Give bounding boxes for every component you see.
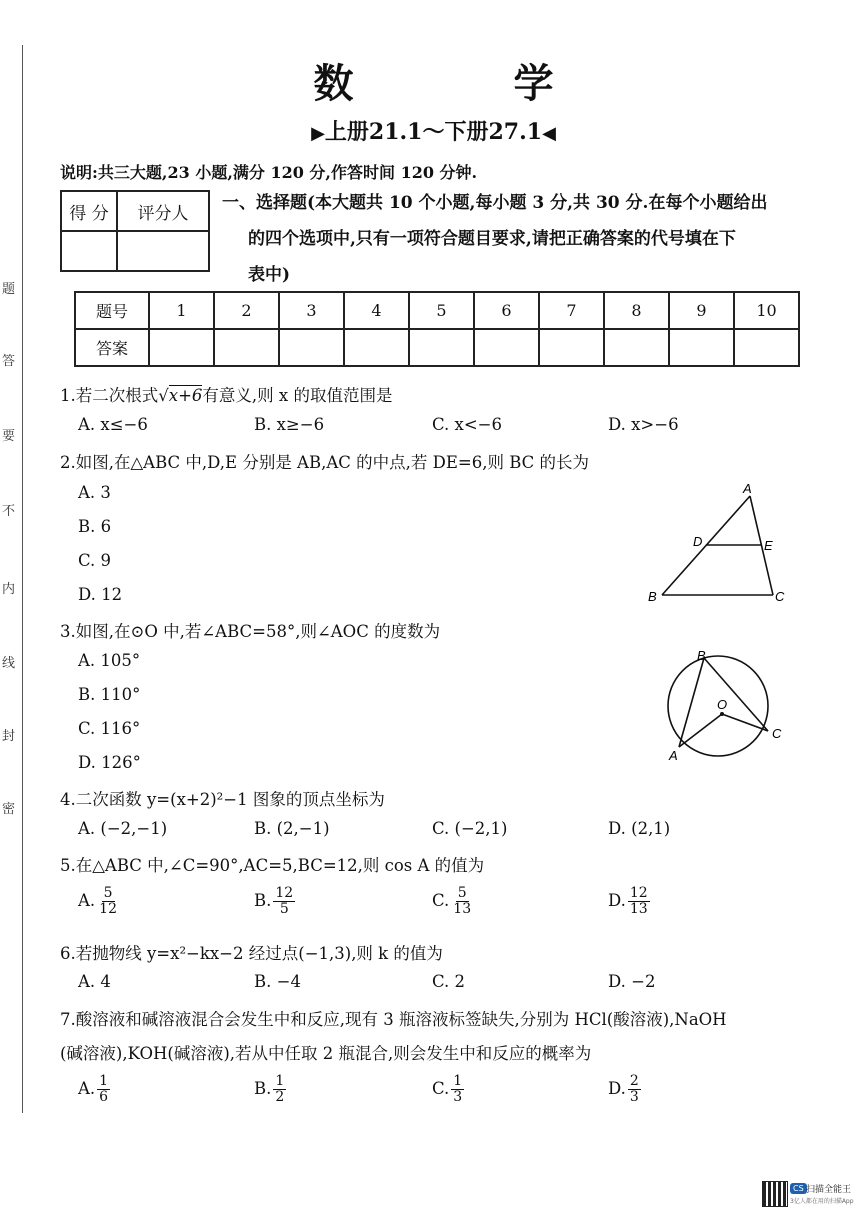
binding-char: 密 xyxy=(2,802,16,817)
question-number: 9 xyxy=(669,292,734,329)
left-triangle-icon: ◀ xyxy=(542,123,556,144)
label-a: A xyxy=(669,748,678,763)
answer-table xyxy=(74,291,800,367)
numerator: 2 xyxy=(629,1073,639,1089)
binding-char: 答 xyxy=(2,354,16,369)
option-a[interactable]: A. 105° xyxy=(78,651,141,670)
answer-cell[interactable] xyxy=(474,329,539,366)
option-a[interactable] xyxy=(78,886,119,917)
circle-figure xyxy=(660,644,790,766)
question-6-stem: 6.若抛物线 y=x²−kx−2 经过点(−1,3),则 k 的值为 xyxy=(60,944,443,963)
option-b[interactable]: B. x≥−6 xyxy=(254,415,325,434)
question-1-stem xyxy=(60,382,392,406)
answer-cell[interactable] xyxy=(214,329,279,366)
numerator: 5 xyxy=(103,885,113,901)
option-letter: B. xyxy=(254,1079,272,1098)
fraction xyxy=(97,886,119,917)
question-number: 5 xyxy=(409,292,474,329)
denominator: 3 xyxy=(453,1089,463,1105)
score-label: 得 分 xyxy=(61,191,117,231)
option-b[interactable] xyxy=(254,1074,286,1105)
option-d[interactable]: D. 12 xyxy=(78,585,123,604)
option-letter: A. xyxy=(78,1079,96,1098)
option-d[interactable]: D. 126° xyxy=(78,753,141,772)
binding-line xyxy=(22,45,23,1113)
label-o: O xyxy=(717,697,728,712)
scanner-tagline: 3亿人都在用的扫描App xyxy=(790,1198,854,1205)
option-a[interactable] xyxy=(78,1074,110,1105)
answer-cell[interactable] xyxy=(669,329,734,366)
answer-cell[interactable] xyxy=(734,329,799,366)
stem-text: 1.若二次根式 xyxy=(60,386,159,405)
question-number: 2 xyxy=(214,292,279,329)
label-b: B xyxy=(648,589,657,604)
binding-char: 内 xyxy=(2,582,16,597)
fraction xyxy=(451,886,473,917)
label-b: B xyxy=(697,648,706,663)
option-d[interactable]: D. x>−6 xyxy=(608,415,679,434)
question-3-stem: 3.如图,在⊙O 中,若∠ABC=58°,则∠AOC 的度数为 xyxy=(60,622,441,641)
option-a[interactable]: A. 3 xyxy=(78,483,111,502)
option-c[interactable]: C. 116° xyxy=(78,719,141,738)
question-5-stem: 5.在△ABC 中,∠C=90°,AC=5,BC=12,则 cos A 的值为 xyxy=(60,856,485,875)
option-letter: A. xyxy=(78,891,96,910)
center-point xyxy=(720,712,724,716)
grader-cell[interactable] xyxy=(117,231,209,271)
denominator: 12 xyxy=(99,901,117,917)
option-c[interactable] xyxy=(432,1074,464,1105)
score-cell[interactable] xyxy=(61,231,117,271)
option-b[interactable] xyxy=(254,886,295,917)
option-b[interactable]: B. −4 xyxy=(254,972,301,991)
scanner-name: 扫描全能王 xyxy=(806,1185,852,1195)
option-b[interactable]: B. (2,−1) xyxy=(254,819,330,838)
score-table xyxy=(60,190,210,272)
question-4-stem: 4.二次函数 y=(x+2)²−1 图象的顶点坐标为 xyxy=(60,790,385,809)
numerator: 1 xyxy=(453,1073,463,1089)
answer-cell[interactable] xyxy=(604,329,669,366)
fraction xyxy=(273,886,295,917)
denominator: 2 xyxy=(275,1089,285,1105)
numerator: 1 xyxy=(99,1073,109,1089)
binding-char: 不 xyxy=(2,504,16,519)
stem-text: 有意义,则 x 的取值范围是 xyxy=(202,386,393,405)
label-c: C xyxy=(772,726,782,741)
page-title: 数 学 xyxy=(313,60,614,107)
denominator: 6 xyxy=(99,1089,109,1105)
option-b[interactable]: B. 110° xyxy=(78,685,141,704)
fraction xyxy=(451,1074,464,1105)
question-number: 10 xyxy=(734,292,799,329)
question-number: 1 xyxy=(149,292,214,329)
option-c[interactable]: C. 2 xyxy=(432,972,466,991)
denominator: 5 xyxy=(279,901,289,917)
option-b[interactable]: B. 6 xyxy=(78,517,112,536)
scope-text: 上册21.1～下册27.1 xyxy=(324,119,543,145)
option-letter: C. xyxy=(432,1079,450,1098)
radicand: x+6 xyxy=(168,386,203,405)
radius-oa xyxy=(679,714,722,747)
option-d[interactable] xyxy=(608,1074,641,1105)
sqrt-symbol: √ xyxy=(158,386,169,405)
option-d[interactable]: D. (2,1) xyxy=(608,819,671,838)
denominator: 3 xyxy=(629,1089,639,1105)
qr-code-icon xyxy=(762,1181,788,1207)
answer-cell[interactable] xyxy=(279,329,344,366)
section-heading-line: 的四个选项中,只有一项符合题目要求,请把正确答案的代号填在下 xyxy=(248,229,736,249)
numerator: 12 xyxy=(629,885,648,901)
fraction xyxy=(628,886,650,917)
question-number: 3 xyxy=(279,292,344,329)
question-number: 7 xyxy=(539,292,604,329)
section-heading-line: 表中) xyxy=(248,265,291,285)
binding-char: 封 xyxy=(2,729,16,744)
answer-cell[interactable] xyxy=(344,329,409,366)
numerator: 12 xyxy=(275,885,294,901)
question-2-stem: 2.如图,在△ABC 中,D,E 分别是 AB,AC 的中点,若 DE=6,则 BC 的长为 xyxy=(60,453,590,472)
question-7-stem-cont: (碱溶液),KOH(碱溶液),若从中任取 2 瓶混合,则会发生中和反应的概率为 xyxy=(60,1044,592,1063)
denominator: 13 xyxy=(629,901,648,917)
binding-char: 题 xyxy=(2,282,16,297)
denominator: 13 xyxy=(453,901,472,917)
option-c[interactable]: C. (−2,1) xyxy=(432,819,508,838)
section-heading xyxy=(222,185,792,293)
label-e: E xyxy=(764,538,773,553)
answer-cell[interactable] xyxy=(149,329,214,366)
triangle-figure xyxy=(640,478,800,608)
answer-table-header: 答案 xyxy=(75,329,149,366)
question-7-stem: 7.酸溶液和碱溶液混合会发生中和反应,现有 3 瓶溶液标签缺失,分别为 HCl(酸溶液),NaOH xyxy=(60,1010,727,1029)
option-c[interactable] xyxy=(432,886,473,917)
label-d: D xyxy=(693,534,703,549)
scanner-logo-icon: CS xyxy=(790,1183,807,1194)
answer-table-header: 题号 xyxy=(75,292,149,329)
binding-char: 要 xyxy=(2,429,16,444)
numerator: 1 xyxy=(275,1073,285,1089)
exam-note: 说明:共三大题,23 小题,满分 120 分,作答时间 120 分钟. xyxy=(60,163,478,182)
question-number: 8 xyxy=(604,292,669,329)
binding-char: 线 xyxy=(2,656,16,671)
option-c[interactable]: C. x<−6 xyxy=(432,415,502,434)
option-d[interactable]: D. −2 xyxy=(608,972,656,991)
fraction xyxy=(97,1074,110,1105)
fraction xyxy=(273,1074,286,1105)
option-letter: D. xyxy=(608,891,626,910)
option-a[interactable]: A. (−2,−1) xyxy=(78,819,168,838)
option-letter: D. xyxy=(608,1079,626,1098)
option-a[interactable]: A. x≤−6 xyxy=(78,415,148,434)
section-heading-line: 一、选择题(本大题共 10 个小题,每小题 3 分,共 30 分.在每个小题给出 xyxy=(222,193,768,213)
question-number: 6 xyxy=(474,292,539,329)
label-c: C xyxy=(775,589,785,604)
grader-label: 评分人 xyxy=(117,191,209,231)
answer-cell[interactable] xyxy=(539,329,604,366)
option-c[interactable]: C. 9 xyxy=(78,551,112,570)
option-letter: B. xyxy=(254,891,272,910)
numerator: 5 xyxy=(457,885,467,901)
fraction xyxy=(628,1074,641,1105)
label-a: A xyxy=(743,481,752,496)
option-letter: C. xyxy=(432,891,450,910)
question-number: 4 xyxy=(344,292,409,329)
answer-cell[interactable] xyxy=(409,329,474,366)
option-d[interactable] xyxy=(608,886,650,917)
right-triangle-icon: ▶ xyxy=(311,123,325,144)
option-a[interactable]: A. 4 xyxy=(78,972,111,991)
page-subtitle xyxy=(0,115,867,146)
